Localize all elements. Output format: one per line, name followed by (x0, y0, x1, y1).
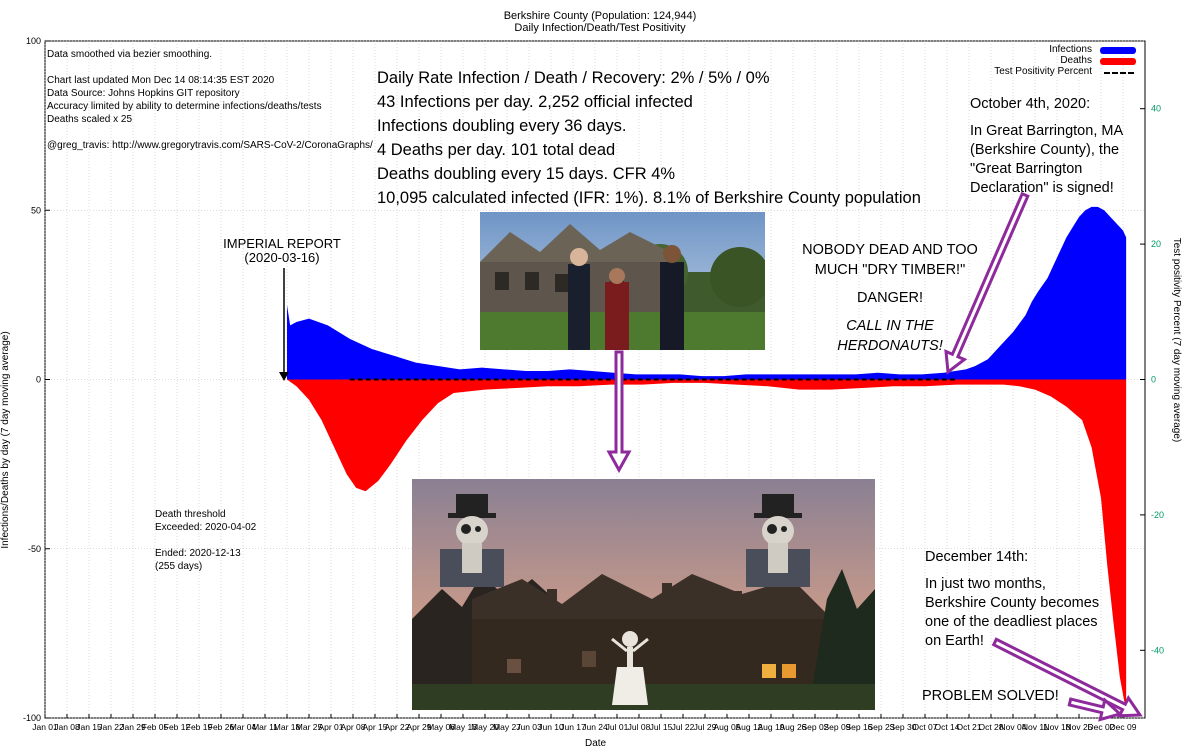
nobody-line: HERDONAUTS! (837, 338, 943, 354)
photo-arrow (609, 352, 629, 470)
note-smoothing: Data smoothed via bezier smoothing. (47, 49, 213, 60)
x-tick-label: Feb 19 (185, 722, 213, 732)
y2-axis-label: Test positivity Percent (7 day moving average) (1171, 237, 1182, 443)
threshold-line: (255 days) (155, 561, 203, 572)
december-annotation (925, 548, 1099, 651)
stat-line: Deaths doubling every 15 days. CFR 4% (377, 165, 676, 183)
x-tick-label: Dec 02 (1087, 722, 1115, 732)
nobody-line: NOBODY DEAD AND TOO (802, 242, 978, 258)
x-tick-label: Jul 01 (605, 722, 629, 732)
x-tick-label: May 13 (449, 722, 477, 732)
october-line: (Berkshire County), the (970, 142, 1120, 158)
october-annotation (970, 95, 1123, 198)
y2-tick-label: 0 (1151, 374, 1157, 385)
x-tick-label: Apr 01 (318, 722, 344, 732)
stats-block (377, 66, 921, 210)
note-accuracy: Accuracy limited by ability to determine infections/deaths/tests (47, 101, 322, 112)
x-tick-label: Sep 23 (867, 722, 895, 732)
x-tick-label: May 27 (493, 722, 521, 732)
title-text: Berkshire County (Population: 124,944) (503, 10, 697, 22)
y-tick-label: -100 (22, 713, 41, 723)
mansion-skeletons-photo (412, 479, 875, 710)
x-tick-label: Nov 25 (1065, 722, 1093, 732)
x-tick-label: Feb 05 (141, 722, 169, 732)
x-tick-label: Apr 22 (384, 722, 410, 732)
nobody-line: DANGER! (856, 290, 924, 306)
y-tick-label: 100 (25, 36, 41, 46)
stat-line: 10,095 calculated infected (IFR: 1%). 8.1% of Berkshire County population (377, 189, 921, 207)
x-tick-label: Jan 15 (76, 722, 102, 732)
x-tick-label: Jun 24 (582, 722, 608, 732)
y2-tick-label: 40 (1151, 103, 1162, 114)
threshold-line: Ended: 2020-12-13 (155, 548, 241, 559)
nobody-annotation (780, 240, 1000, 356)
x-tick-label: Nov 04 (999, 722, 1027, 732)
december-line: In just two months, (925, 576, 1046, 592)
y-tick-label: 50 (30, 205, 41, 216)
imperial-line: (2020-03-16) (244, 250, 320, 265)
x-tick-label: Oct 07 (912, 722, 938, 732)
y-tick-label: 0 (35, 374, 41, 385)
mansion-people-photo (480, 212, 765, 350)
x-tick-label: Oct 21 (956, 722, 982, 732)
legend-test-positivity: Test Positivity Percent (994, 66, 1092, 77)
x-axis-label: Date (585, 738, 607, 749)
x-tick-label: Jan 22 (98, 722, 124, 732)
x-tick-label: Dec 09 (1109, 722, 1137, 732)
x-tick-label: Jun 03 (516, 722, 542, 732)
y2-tick-label: -40 (1151, 645, 1165, 656)
legend-deaths-swatch (1100, 58, 1136, 65)
threshold-annotation (155, 508, 256, 573)
x-tick-label: Apr 08 (340, 722, 366, 732)
notes-block (47, 48, 373, 152)
x-tick-label: Nov 11 (1021, 722, 1049, 732)
y-tick-label: -50 (27, 543, 41, 554)
x-tick-label: Mar 11 (252, 722, 278, 732)
december-line: one of the deadliest places (925, 614, 1098, 630)
october-line: Declaration" is signed! (970, 180, 1114, 196)
x-tick-label: Mar 04 (229, 722, 257, 732)
note-credit: @greg_travis: http://www.gregorytravis.com/SARS-CoV-2/CoronaGraphs/ (47, 140, 373, 151)
x-tick-label: Jan 29 (120, 722, 146, 732)
x-tick-label: Jun 17 (560, 722, 586, 732)
threshold-line: Death threshold (155, 509, 226, 520)
note-source: Data Source: Johns Hopkins GIT repository (47, 88, 240, 99)
x-tick-label: Oct 28 (978, 722, 1004, 732)
legend-infections: Infections (1049, 44, 1092, 55)
skeleton-dancer (612, 631, 648, 705)
x-tick-label: Jul 15 (649, 722, 673, 732)
x-tick-label: Aug 19 (757, 722, 785, 732)
stat-line: 4 Deaths per day. 101 total dead (377, 141, 616, 159)
stat-line: Daily Rate Infection / Death / Recovery: 2% / 5% / 0% (377, 69, 770, 87)
y2-tick-label: -20 (1151, 509, 1165, 520)
x-tick-label: Oct 14 (934, 722, 960, 732)
x-tick-label: Nov 18 (1043, 722, 1071, 732)
chart-title (0, 10, 1200, 34)
x-tick-label: Sep 09 (823, 722, 851, 732)
october-line: "Great Barrington (970, 161, 1083, 177)
x-tick-label: Sep 16 (845, 722, 873, 732)
x-tick-label: Aug 12 (735, 722, 763, 732)
x-tick-label: Aug 26 (779, 722, 807, 732)
x-tick-label: Apr 29 (406, 722, 432, 732)
december-line: December 14th: (925, 549, 1029, 565)
x-tick-label: Sep 02 (801, 722, 829, 732)
imperial-annotation (212, 237, 352, 265)
x-tick-label: Jul 08 (627, 722, 651, 732)
october-line: October 4th, 2020: (970, 96, 1091, 112)
threshold-line: Exceeded: 2020-04-02 (155, 522, 257, 533)
problem-solved-label: PROBLEM SOLVED! (922, 688, 1059, 704)
october-line: In Great Barrington, MA (970, 123, 1124, 139)
x-tick-label: Jan 01 (32, 722, 58, 732)
x-tick-label: Apr 15 (362, 722, 388, 732)
legend-deaths: Deaths (1060, 55, 1092, 66)
stat-line: 43 Infections per day. 2,252 official infected (377, 93, 693, 111)
december-line: on Earth! (925, 633, 984, 649)
legend-infections-swatch (1100, 47, 1136, 54)
december-line: Berkshire County becomes (925, 595, 1100, 611)
x-tick-label: Jul 22 (671, 722, 695, 732)
y-axis-label: Infections/Deaths by day (7 day moving average) (0, 331, 11, 549)
legend (936, 44, 1136, 80)
note-updated: Chart last updated Mon Dec 14 08:14:35 EST 2020 (47, 75, 275, 86)
x-tick-label: May 20 (471, 722, 499, 732)
x-tick-label: Aug 05 (713, 722, 741, 732)
x-tick-label: May 06 (427, 722, 455, 732)
x-tick-label: Feb 26 (207, 722, 235, 732)
y2-tick-label: 20 (1151, 239, 1162, 250)
stat-line: Infections doubling every 36 days. (377, 117, 627, 135)
x-tick-label: Feb 12 (163, 722, 191, 732)
note-scaled: Deaths scaled x 25 (47, 114, 133, 125)
nobody-line: CALL IN THE (846, 318, 934, 334)
legend-test-swatch (1104, 72, 1134, 74)
x-tick-label: Sep 30 (889, 722, 917, 732)
x-tick-label: Mar 18 (273, 722, 301, 732)
x-tick-label: Jan 08 (54, 722, 80, 732)
imperial-line: IMPERIAL REPORT (223, 236, 341, 251)
subtitle-text: Daily Infection/Death/Test Positivity (514, 22, 686, 34)
x-tick-label: Jul 29 (693, 722, 717, 732)
x-tick-label: Mar 25 (295, 722, 323, 732)
x-tick-label: Jun 10 (538, 722, 564, 732)
nobody-line: MUCH "DRY TIMBER!" (814, 262, 966, 278)
